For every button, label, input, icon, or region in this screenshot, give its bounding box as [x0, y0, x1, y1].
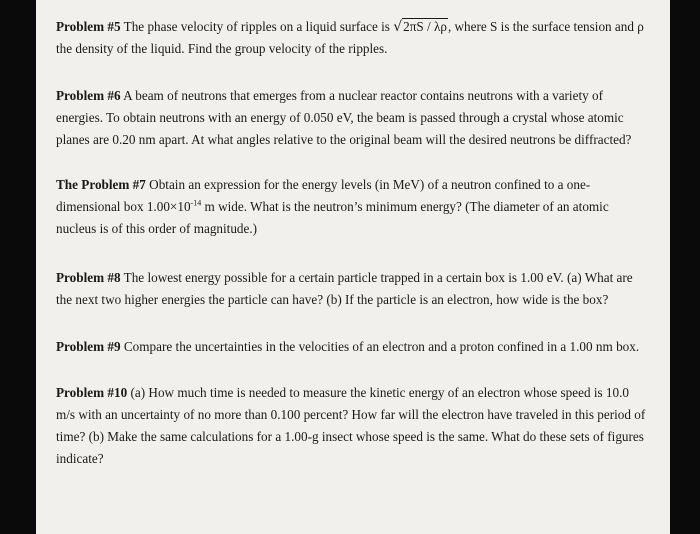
problem-5-text-after: , where S is the surface tension and ρ the density of the liquid. Find the group velocity of the ripples.	[56, 19, 644, 56]
problem-8	[56, 267, 650, 311]
problem-7	[56, 174, 650, 240]
problem-7-exponent: -14	[190, 198, 202, 208]
problem-5-text-before: The phase velocity of ripples on a liquid surface is	[120, 19, 394, 34]
problem-6-text: A beam of neutrons that emerges from a nuclear reactor contains neutrons with a variety of energies. To obtain neutrons with an energy of 0.050 eV, the beam is passed through a crystal whose atomic planes are 0.20 nm apart. At what angles relative to the original beam will the desired neutrons be diffracted?	[56, 88, 632, 147]
problem-9-label: Problem #9	[56, 339, 121, 354]
problem-5-label: Problem #5	[56, 19, 121, 34]
problem-8-label: Problem #8	[56, 270, 121, 285]
problem-8-text: The lowest energy possible for a certain particle trapped in a certain box is 1.00 eV. (a) What are the next two higher energies the particle can have? (b) If the particle is an electron, how wide is the box?	[56, 270, 633, 307]
problem-7-text-before: Obtain an expression for the energy levels (in MeV) of a neutron confined to a one-dimensional box 1.00×10	[56, 177, 591, 214]
problem-10-label: Problem #10	[56, 385, 128, 400]
problem-10-text: (a) How much time is needed to measure the kinetic energy of an electron whose speed is 10.0 m/s with an uncertainty of no more than 0.100 percent? How far will the electron have traveled in this period of time? (b) Make the same calculations for a 1.00-g insect whose speed is the same. What do these sets of figures indicate?	[56, 385, 646, 466]
problem-6-label: Problem #6	[56, 88, 121, 103]
problem-5	[56, 16, 650, 60]
problem-10	[56, 382, 650, 470]
problem-9	[56, 336, 650, 358]
problem-6	[56, 85, 650, 151]
problem-5-sqrt-expression: 2πS / λρ	[403, 19, 447, 34]
problem-7-label: The Problem #7	[56, 177, 146, 192]
problem-9-text: Compare the uncertainties in the velocities of an electron and a proton confined in a 1.00 nm box.	[120, 339, 640, 354]
document-page	[36, 0, 670, 534]
problem-7-text-after: m wide. What is the neutron’s minimum energy? (The diameter of an atomic nucleus is of this order of magnitude.)	[56, 199, 609, 236]
sqrt-symbol: √	[393, 19, 403, 35]
